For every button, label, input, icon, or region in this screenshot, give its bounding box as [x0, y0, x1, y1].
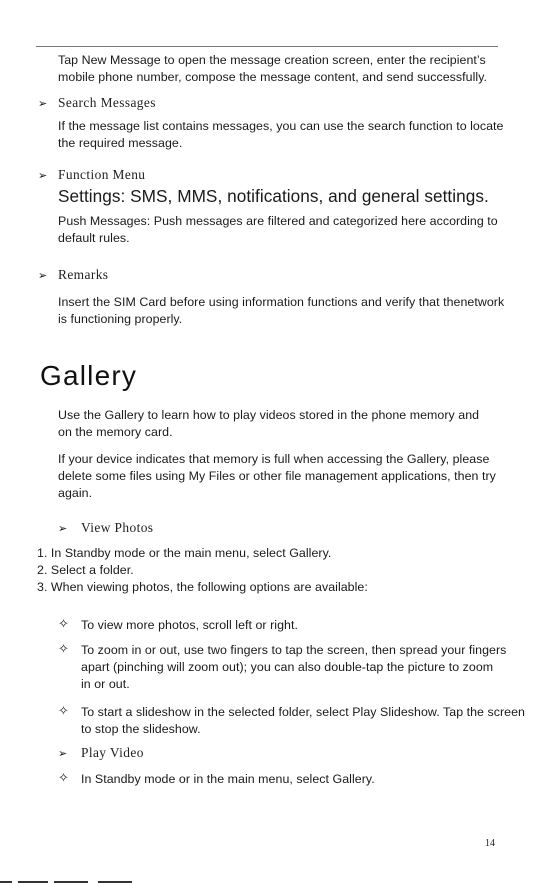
- sparkle-bullet-icon: ✧: [58, 617, 69, 632]
- push-line-2: default rules.: [58, 231, 130, 245]
- remarks-heading: Remarks: [58, 267, 109, 282]
- bullet-arrow-icon: ➢: [38, 169, 48, 182]
- intro-line-2: mobile phone number, compose the message content, and send successfully.: [58, 70, 488, 84]
- step-1: 1. In Standby mode or the main menu, select Gallery.: [37, 546, 332, 560]
- bullet-arrow-icon: ➢: [58, 747, 68, 760]
- view-option-2-line-3: in or out.: [81, 677, 130, 691]
- bullet-arrow-icon: ➢: [58, 522, 68, 535]
- gallery-full-line-2: delete some files using My Files or other file management applications, then try: [58, 469, 496, 483]
- push-line-1: Push Messages: Push messages are filtered and categorized here according to: [58, 214, 498, 228]
- sparkle-bullet-icon: ✧: [58, 771, 69, 786]
- bullet-arrow-icon: ➢: [38, 269, 48, 282]
- gallery-full-line-3: again.: [58, 486, 93, 500]
- sparkle-bullet-icon: ✧: [58, 704, 69, 719]
- step-2: 2. Select a folder.: [37, 563, 134, 577]
- play-video-heading: Play Video: [81, 745, 144, 760]
- view-option-2-line-1: To zoom in or out, use two fingers to tap the screen, then spread your fingers: [81, 643, 507, 657]
- gallery-full-line-1: If your device indicates that memory is full when accessing the Gallery, please: [58, 452, 490, 466]
- step-3: 3. When viewing photos, the following options are available:: [37, 580, 368, 594]
- settings-line: Settings: SMS, MMS, notifications, and general settings.: [58, 186, 489, 206]
- search-line-2: the required message.: [58, 136, 183, 150]
- search-messages-heading: Search Messages: [58, 95, 156, 110]
- gallery-intro-line-1: Use the Gallery to learn how to play videos stored in the phone memory and: [58, 408, 480, 422]
- remarks-line-1: Insert the SIM Card before using information functions and verify that thenetwork: [58, 295, 505, 309]
- search-line-1: If the message list contains messages, you can use the search function to locate: [58, 119, 504, 133]
- bullet-arrow-icon: ➢: [38, 97, 48, 110]
- header-rule: [36, 46, 498, 47]
- view-option-3-line-1: To start a slideshow in the selected folder, select Play Slideshow. Tap the screen: [81, 705, 525, 719]
- gallery-title: Gallery: [40, 360, 138, 391]
- sparkle-bullet-icon: ✧: [58, 642, 69, 657]
- view-option-3-line-2: to stop the slideshow.: [81, 722, 201, 736]
- function-menu-heading: Function Menu: [58, 167, 146, 182]
- gallery-intro-line-2: on the memory card.: [58, 425, 173, 439]
- play-video-option-1: In Standby mode or in the main menu, select Gallery.: [81, 772, 375, 786]
- view-option-1: To view more photos, scroll left or right.: [81, 618, 298, 632]
- view-option-2-line-2: apart (pinching will zoom out); you can also double-tap the picture to zoom: [81, 660, 494, 674]
- page-number: 14: [485, 838, 495, 849]
- intro-line-1: Tap New Message to open the message creation screen, enter the recipient’s: [58, 53, 486, 67]
- remarks-line-2: is functioning properly.: [58, 312, 183, 326]
- view-photos-heading: View Photos: [81, 520, 154, 535]
